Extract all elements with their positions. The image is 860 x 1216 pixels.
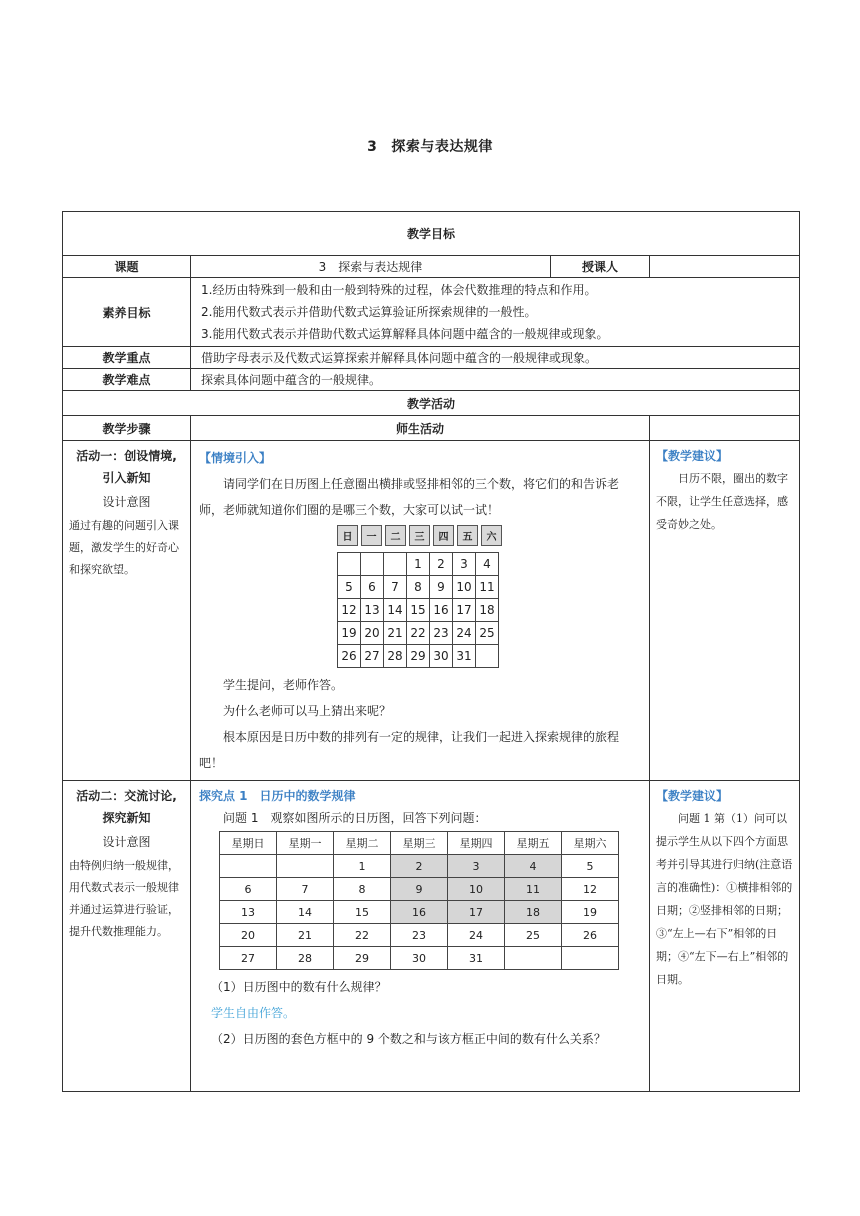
calendar-cell: 21 <box>384 622 407 645</box>
date-cell: 18 <box>505 901 562 924</box>
calendar-grid <box>337 552 499 668</box>
date-cell: 29 <box>334 947 391 970</box>
activity-1-advice <box>650 441 800 781</box>
calendar-cell: 30 <box>430 645 453 668</box>
teacher-student-column-header: 师生活动 <box>191 416 650 441</box>
calendar-cell: 8 <box>407 576 430 599</box>
calendar-cell: 6 <box>361 576 384 599</box>
activity-1-paragraph-1: 请同学们在日历图上任意圈出横排或竖排相邻的三个数，将它们的和告诉老师，老师就知道你们圈的是哪三个数，大家可以试一试！ <box>199 477 620 517</box>
date-cell <box>505 947 562 970</box>
calendar-cell: 25 <box>476 622 499 645</box>
weekday-header: 星期日 <box>220 832 277 855</box>
calendar-cell: 20 <box>361 622 384 645</box>
calendar-cell: 2 <box>430 553 453 576</box>
weekday-header: 星期三 <box>391 832 448 855</box>
date-cell: 23 <box>391 924 448 947</box>
calendar-cell: 3 <box>453 553 476 576</box>
activity-2-steps <box>63 781 191 1092</box>
calendar-weekday-row <box>337 525 641 546</box>
activity-2-content <box>191 781 650 1092</box>
date-cell: 6 <box>220 878 277 901</box>
calendar-row <box>338 576 499 599</box>
date-cell: 30 <box>391 947 448 970</box>
calendar-cell: 26 <box>338 645 361 668</box>
document-title <box>0 136 860 156</box>
date-cell: 25 <box>505 924 562 947</box>
activity-1-design-label: 设计意图 <box>102 495 151 509</box>
date-cell: 31 <box>448 947 505 970</box>
date-cell: 21 <box>277 924 334 947</box>
calendar-cell: 24 <box>453 622 476 645</box>
activity-1-title-line2: 引入新知 <box>102 471 151 485</box>
calendar-cell: 23 <box>430 622 453 645</box>
activity-1-advice-text: 日历不限，圈出的数字不限，让学生任意选择，感受奇妙之处。 <box>656 472 788 531</box>
week-row <box>220 878 619 901</box>
week-row <box>220 947 619 970</box>
date-cell: 7 <box>277 878 334 901</box>
activity-1-content <box>191 441 650 781</box>
key-point-label: 教学重点 <box>63 347 191 369</box>
lesson-label: 课题 <box>63 256 191 278</box>
calendar-row <box>338 553 499 576</box>
calendar-cell: 1 <box>407 553 430 576</box>
calendar-cell <box>384 553 407 576</box>
date-cell: 3 <box>448 855 505 878</box>
date-cell: 12 <box>562 878 619 901</box>
title-text: 探索与表达规律 <box>391 139 493 155</box>
literacy-goals <box>191 278 800 347</box>
activity-1-advice-tag: 【教学建议】 <box>656 449 729 463</box>
sub-question-1-answer: 学生自由作答。 <box>211 1006 296 1020</box>
date-cell: 20 <box>220 924 277 947</box>
sub-question-2: （2）日历图的套色方框中的 9 个数之和与该方框正中间的数有什么关系？ <box>211 1032 606 1046</box>
activity-1-design-text: 通过有趣的问题引入课题，激发学生的好奇心和探究欲望。 <box>69 519 179 576</box>
calendar-cell: 14 <box>384 599 407 622</box>
calendar-cell: 17 <box>453 599 476 622</box>
date-cell: 27 <box>220 947 277 970</box>
activity-1-paragraph-2: 学生提问，老师作答。 <box>223 678 344 692</box>
weekday-box: 三 <box>409 525 430 546</box>
date-cell: 5 <box>562 855 619 878</box>
calendar-row <box>338 645 499 668</box>
calendar-cell: 9 <box>430 576 453 599</box>
weekday-box: 二 <box>385 525 406 546</box>
activity-2-title-line2: 探究新知 <box>102 811 151 825</box>
title-number: 3 <box>367 139 378 155</box>
date-cell: 2 <box>391 855 448 878</box>
date-cell <box>562 947 619 970</box>
steps-column-header: 教学步骤 <box>63 416 191 441</box>
key-point-value: 借助字母表示及代数式运算探索并解释具体问题中蕴含的一般规律或现象。 <box>191 347 800 369</box>
teacher-label: 授课人 <box>551 256 650 278</box>
date-cell: 8 <box>334 878 391 901</box>
literacy-goal-3: 3.能用代数式表示并借助代数式运算解释具体问题中蕴含的一般规律或现象。 <box>201 327 609 341</box>
date-cell: 4 <box>505 855 562 878</box>
weekday-header: 星期四 <box>448 832 505 855</box>
calendar-cell: 27 <box>361 645 384 668</box>
calendar-cell: 28 <box>384 645 407 668</box>
date-cell: 1 <box>334 855 391 878</box>
calendar-cell: 15 <box>407 599 430 622</box>
date-cell: 26 <box>562 924 619 947</box>
calendar-cell: 16 <box>430 599 453 622</box>
teacher-value <box>650 256 800 278</box>
literacy-label: 素养目标 <box>63 278 191 347</box>
calendar-cell: 18 <box>476 599 499 622</box>
date-cell: 16 <box>391 901 448 924</box>
calendar-cell: 7 <box>384 576 407 599</box>
activity-1-paragraph-4: 根本原因是日历中数的排列有一定的规律，让我们一起进入探索规律的旅程吧！ <box>199 730 620 770</box>
weekday-box: 四 <box>433 525 454 546</box>
activity-2-advice-tag: 【教学建议】 <box>656 789 729 803</box>
calendar-cell: 29 <box>407 645 430 668</box>
week-calendar-table <box>219 831 619 970</box>
week-row <box>220 901 619 924</box>
date-cell: 24 <box>448 924 505 947</box>
calendar-cell: 22 <box>407 622 430 645</box>
weekday-header: 星期六 <box>562 832 619 855</box>
activity-1-steps <box>63 441 191 781</box>
week-row <box>220 924 619 947</box>
date-cell: 13 <box>220 901 277 924</box>
calendar-cell: 4 <box>476 553 499 576</box>
weekday-header: 星期二 <box>334 832 391 855</box>
calendar-cell: 5 <box>338 576 361 599</box>
date-cell: 19 <box>562 901 619 924</box>
sub-question-1: （1）日历图中的数有什么规律？ <box>211 980 387 994</box>
calendar-cell: 19 <box>338 622 361 645</box>
lesson-value: 3 探索与表达规律 <box>191 256 551 278</box>
activity-2-advice <box>650 781 800 1092</box>
activity-2-design-label: 设计意图 <box>102 835 151 849</box>
calendar-cell <box>361 553 384 576</box>
question-1: 问题 1 观察如图所示的日历图，回答下列问题： <box>223 811 487 825</box>
calendar-cell: 10 <box>453 576 476 599</box>
activity-2-design-text: 由特例归纳一般规律，用代数式表示一般规律并通过运算进行验证，提升代数推理能力。 <box>69 859 179 938</box>
activity-1-title-line1: 活动一：创设情境, <box>76 449 177 463</box>
situation-intro-tag: 【情境引入】 <box>199 451 272 465</box>
date-cell: 11 <box>505 878 562 901</box>
calendar-row <box>338 622 499 645</box>
calendar-cell: 12 <box>338 599 361 622</box>
date-cell <box>220 855 277 878</box>
date-cell: 9 <box>391 878 448 901</box>
small-calendar <box>337 525 641 668</box>
difficulty-value: 探索具体问题中蕴含的一般规律。 <box>191 369 800 391</box>
weekday-box: 六 <box>481 525 502 546</box>
date-cell: 28 <box>277 947 334 970</box>
week-row <box>220 855 619 878</box>
advice-column-header <box>650 416 800 441</box>
weekday-header: 星期一 <box>277 832 334 855</box>
date-cell: 10 <box>448 878 505 901</box>
calendar-cell: 13 <box>361 599 384 622</box>
explore-point-1-tag: 探究点 1 日历中的数学规律 <box>199 789 356 803</box>
activities-heading: 教学活动 <box>63 391 800 416</box>
calendar-cell <box>476 645 499 668</box>
date-cell: 22 <box>334 924 391 947</box>
activity-2-advice-text: 问题 1 第（1）问可以提示学生从以下四个方面思考并引导其进行归纳(注意语言的准确性)：①横排相邻的日期；②竖排相邻的日期；③“左上—右下”相邻的日期；④“左下—右上”相邻的日期。 <box>656 812 793 986</box>
lesson-plan-table <box>62 211 800 1092</box>
literacy-goal-2: 2.能用代数式表示并借助代数式运算验证所探索规律的一般性。 <box>201 305 537 319</box>
weekday-box: 日 <box>337 525 358 546</box>
date-cell: 15 <box>334 901 391 924</box>
difficulty-label: 教学难点 <box>63 369 191 391</box>
weekday-box: 一 <box>361 525 382 546</box>
weekday-box: 五 <box>457 525 478 546</box>
calendar-row <box>338 599 499 622</box>
date-cell: 14 <box>277 901 334 924</box>
calendar-cell <box>338 553 361 576</box>
activity-2-title-line1: 活动二：交流讨论, <box>76 789 177 803</box>
weekday-header: 星期五 <box>505 832 562 855</box>
date-cell <box>277 855 334 878</box>
objectives-heading: 教学目标 <box>63 212 800 256</box>
calendar-cell: 31 <box>453 645 476 668</box>
date-cell: 17 <box>448 901 505 924</box>
calendar-cell: 11 <box>476 576 499 599</box>
literacy-goal-1: 1.经历由特殊到一般和由一般到特殊的过程，体会代数推理的特点和作用。 <box>201 283 597 297</box>
week-header-row <box>220 832 619 855</box>
activity-1-paragraph-3: 为什么老师可以马上猜出来呢？ <box>223 704 392 718</box>
